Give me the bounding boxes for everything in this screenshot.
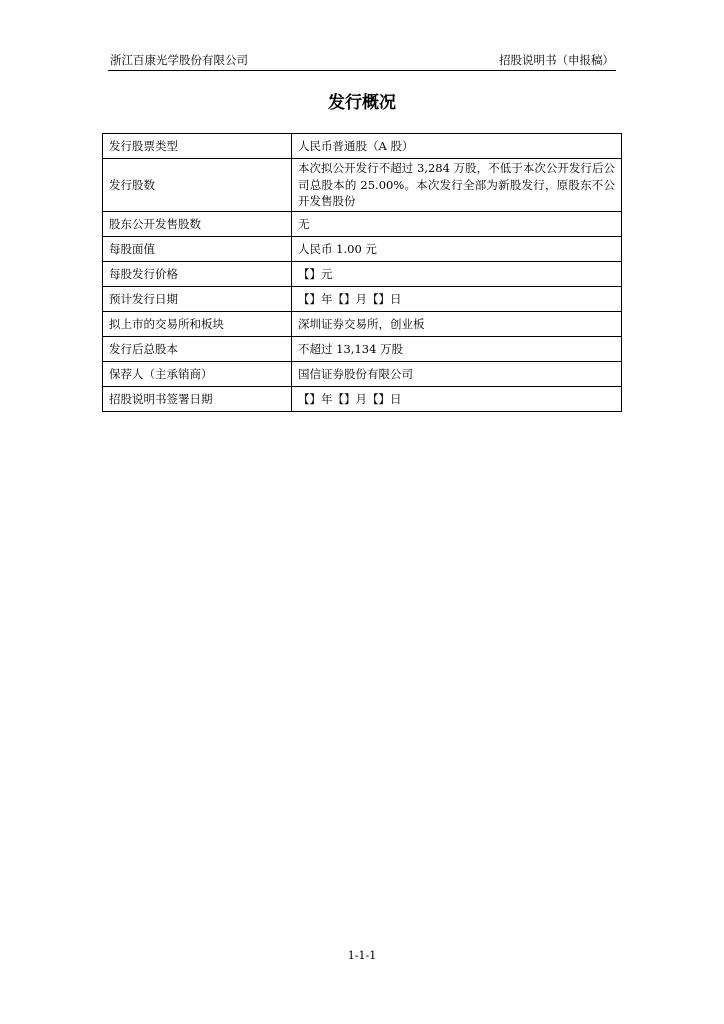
- row-label: 股东公开发售股数: [103, 211, 292, 236]
- row-label: 发行股数: [103, 159, 292, 212]
- row-label: 预计发行日期: [103, 286, 292, 311]
- table-row: [103, 159, 622, 212]
- table-row: [103, 336, 622, 361]
- row-label: 拟上市的交易所和板块: [103, 311, 292, 336]
- table-row: [103, 211, 622, 236]
- table-row: [103, 311, 622, 336]
- row-label: 每股发行价格: [103, 261, 292, 286]
- header-document-type: 招股说明书（申报稿）: [499, 53, 614, 67]
- table-row: [103, 361, 622, 386]
- row-value: 【】年【】月【】日: [292, 386, 622, 411]
- row-value: 【】年【】月【】日: [292, 286, 622, 311]
- table-row: [103, 386, 622, 411]
- issuance-overview-table: [102, 133, 622, 412]
- row-value: 本次拟公开发行不超过 3,284 万股，不低于本次公开发行后公司总股本的 25.00%。本次发行全部为新股发行，原股东不公开发售股份: [292, 159, 622, 212]
- row-value: 人民币普通股（A 股）: [292, 134, 622, 159]
- row-value: 人民币 1.00 元: [292, 236, 622, 261]
- row-value: 不超过 13,134 万股: [292, 336, 622, 361]
- row-label: 保荐人（主承销商）: [103, 361, 292, 386]
- page-header: [108, 50, 616, 71]
- table-row: [103, 236, 622, 261]
- row-value: 无: [292, 211, 622, 236]
- header-company-name: 浙江百康光学股份有限公司: [110, 53, 248, 67]
- row-label: 每股面值: [103, 236, 292, 261]
- page-title: 发行概况: [328, 93, 396, 113]
- table-row: [103, 286, 622, 311]
- row-value: 【】元: [292, 261, 622, 286]
- table-row: [103, 261, 622, 286]
- row-label: 招股说明书签署日期: [103, 386, 292, 411]
- row-value: 国信证券股份有限公司: [292, 361, 622, 386]
- row-label: 发行股票类型: [103, 134, 292, 159]
- row-value: 深圳证券交易所，创业板: [292, 311, 622, 336]
- page-number: 1-1-1: [347, 949, 377, 962]
- table-row: [103, 134, 622, 159]
- row-label: 发行后总股本: [103, 336, 292, 361]
